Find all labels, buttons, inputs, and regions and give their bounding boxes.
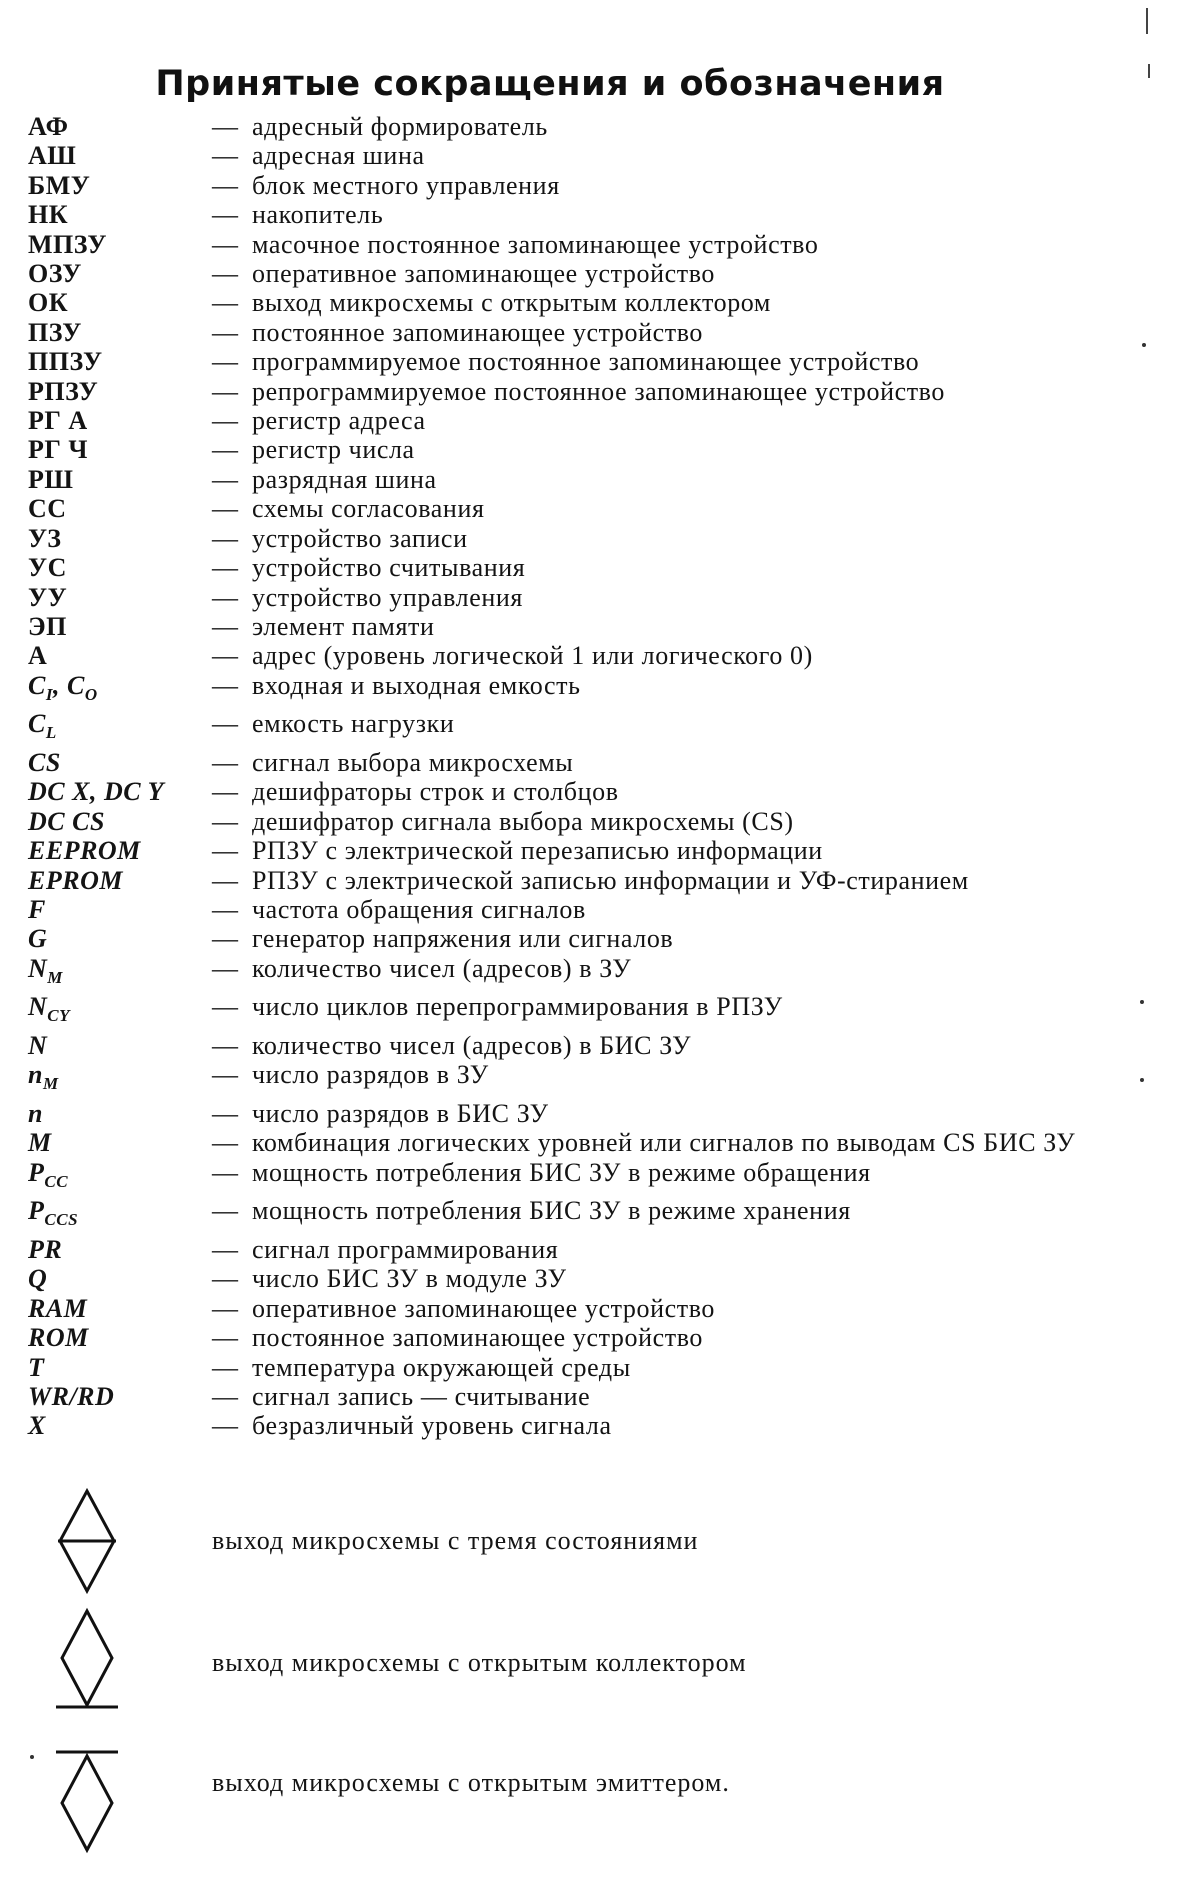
dash: — — [212, 1196, 238, 1226]
abbreviation-description: накопитель — [252, 200, 384, 230]
abbreviation-description: дешифраторы строк и столбцов — [252, 777, 619, 807]
abbreviation-term: ОЗУ — [28, 259, 82, 289]
abbreviation-description: программируемое постоянное запоминающее устройство — [252, 347, 920, 377]
abbreviation-description: комбинация логических уровней или сигналов по выводам CS БИС ЗУ — [252, 1128, 1076, 1158]
abbreviation-entry — [28, 112, 1088, 141]
abbreviation-description: устройство считывания — [252, 553, 526, 583]
abbreviation-entry — [28, 895, 1088, 924]
dash: — — [212, 709, 238, 739]
dash: — — [212, 1264, 238, 1294]
abbreviation-description: число циклов перепрограммирования в РПЗУ — [252, 992, 783, 1022]
margin-mark — [1146, 8, 1148, 34]
symbol-description: выход микросхемы с открытым коллектором — [212, 1648, 747, 1677]
abbreviation-description: число разрядов в БИС ЗУ — [252, 1098, 549, 1128]
dash: — — [212, 894, 238, 924]
abbreviation-entry — [28, 1353, 1088, 1382]
dash: — — [212, 494, 238, 524]
dash: — — [212, 1323, 238, 1353]
abbreviation-term: F — [28, 894, 46, 924]
abbreviation-entry — [28, 1235, 1088, 1264]
abbreviation-entry — [28, 1382, 1088, 1411]
abbreviation-term: АФ — [28, 112, 69, 141]
dash: — — [212, 288, 238, 318]
dash: — — [212, 611, 238, 641]
dash: — — [212, 806, 238, 836]
dash: — — [212, 347, 238, 377]
abbreviation-description: выход микросхемы с открытым коллектором — [252, 288, 771, 318]
abbreviation-description: РПЗУ с электрической записью информации и УФ-стиранием — [252, 865, 969, 895]
dash: — — [212, 992, 238, 1022]
abbreviation-description: оперативное запоминающее устройство — [252, 1293, 716, 1323]
abbreviation-entry — [28, 171, 1088, 200]
abbreviation-description: адресный формирователь — [252, 112, 548, 141]
abbreviation-entry — [28, 406, 1088, 435]
abbreviation-term: A — [28, 641, 48, 671]
abbreviation-term: EPROM — [28, 865, 123, 895]
abbreviation-term: РГ А — [28, 406, 88, 436]
symbol-entry — [0, 1748, 1100, 1858]
abbreviation-entry — [28, 288, 1088, 317]
abbreviation-entry — [28, 259, 1088, 288]
abbreviation-term: УС — [28, 553, 67, 583]
abbreviation-term: НК — [28, 200, 69, 230]
abbreviation-term: УУ — [28, 582, 68, 612]
abbreviation-entry — [28, 141, 1088, 170]
abbreviation-term: РГ Ч — [28, 435, 89, 465]
abbreviation-entry — [28, 612, 1088, 641]
abbreviation-entry — [28, 1031, 1088, 1060]
dash: — — [212, 200, 238, 230]
abbreviation-entry — [28, 954, 1088, 993]
abbreviation-term: DC X, DC Y — [28, 777, 164, 807]
abbreviation-description: разрядная шина — [252, 464, 437, 494]
abbreviation-entry — [28, 1323, 1088, 1352]
dash: — — [212, 670, 238, 700]
abbreviation-description: адресная шина — [252, 141, 425, 171]
abbreviation-description: РПЗУ с электрической перезаписью информации — [252, 836, 823, 866]
abbreviation-entry — [28, 807, 1088, 836]
abbreviation-entry — [28, 1196, 1088, 1235]
dash: — — [212, 924, 238, 954]
abbreviation-list — [28, 112, 1088, 1441]
abbreviation-term: ОК — [28, 288, 69, 318]
dash: — — [212, 435, 238, 465]
abbreviation-term: ROM — [28, 1323, 89, 1353]
abbreviation-term: БМУ — [28, 170, 91, 200]
abbreviation-entry — [28, 230, 1088, 259]
abbreviation-term: $P_{CC}$ — [28, 1157, 69, 1191]
dash: — — [212, 1234, 238, 1264]
abbreviation-term: АШ — [28, 141, 77, 171]
open-collector-output-icon — [52, 1606, 122, 1716]
abbreviation-entry — [28, 524, 1088, 553]
dash: — — [212, 1030, 238, 1060]
abbreviation-term: УЗ — [28, 523, 62, 553]
abbreviation-term: ПЗУ — [28, 317, 82, 347]
dash: — — [212, 259, 238, 289]
abbreviation-term: M — [28, 1128, 52, 1158]
symbol-entry — [0, 1486, 1100, 1596]
abbreviation-description: схемы согласования — [252, 494, 485, 524]
abbreviation-term: СС — [28, 494, 67, 524]
dash: — — [212, 641, 238, 671]
abbreviation-description: количество чисел (адресов) в БИС ЗУ — [252, 1030, 692, 1060]
abbreviation-entry — [28, 1060, 1088, 1099]
abbreviation-entry — [28, 924, 1088, 953]
dash: — — [212, 1411, 238, 1441]
dash: — — [212, 582, 238, 612]
dash: — — [212, 747, 238, 777]
abbreviation-description: регистр адреса — [252, 406, 426, 436]
abbreviation-entry — [28, 836, 1088, 865]
abbreviation-term: WR/RD — [28, 1381, 115, 1411]
abbreviation-term: РШ — [28, 464, 74, 494]
dash: — — [212, 1060, 238, 1090]
abbreviation-entry — [28, 671, 1088, 710]
abbreviation-description: генератор напряжения или сигналов — [252, 924, 674, 954]
abbreviation-description: сигнал выбора микросхемы — [252, 747, 574, 777]
abbreviation-term: $C_L$ — [28, 709, 57, 743]
abbreviation-description: количество чисел (адресов) в ЗУ — [252, 953, 632, 983]
abbreviation-entry — [28, 1158, 1088, 1197]
dash: — — [212, 317, 238, 347]
abbreviation-description: адрес (уровень логической 1 или логического 0) — [252, 641, 813, 671]
page-title: Принятые сокращения и обозначения — [155, 64, 945, 104]
abbreviation-description: устройство управления — [252, 582, 523, 612]
abbreviation-description: частота обращения сигналов — [252, 894, 586, 924]
abbreviation-entry — [28, 1411, 1088, 1440]
abbreviation-term: ППЗУ — [28, 347, 103, 377]
dash: — — [212, 553, 238, 583]
symbol-entry — [0, 1606, 1100, 1716]
abbreviation-term: G — [28, 924, 48, 954]
abbreviation-term: $n_M$ — [28, 1060, 59, 1094]
abbreviation-term: МПЗУ — [28, 229, 107, 259]
dash: — — [212, 170, 238, 200]
dash: — — [212, 523, 238, 553]
abbreviation-entry — [28, 553, 1088, 582]
abbreviation-description: устройство записи — [252, 523, 468, 553]
abbreviation-description: сигнал программирования — [252, 1234, 559, 1264]
abbreviation-term: ЭП — [28, 611, 67, 641]
dash: — — [212, 376, 238, 406]
dash: — — [212, 865, 238, 895]
dash: — — [212, 1157, 238, 1187]
abbreviation-description: входная и выходная емкость — [252, 670, 581, 700]
abbreviation-entry — [28, 494, 1088, 523]
dash: — — [212, 1098, 238, 1128]
abbreviation-entry — [28, 318, 1088, 347]
abbreviation-entry — [28, 465, 1088, 494]
tristate-output-icon — [52, 1486, 122, 1596]
abbreviation-description: постоянное запоминающее устройство — [252, 317, 704, 347]
abbreviation-description: емкость нагрузки — [252, 709, 455, 739]
abbreviation-term: n — [28, 1098, 43, 1128]
abbreviation-description: блок местного управления — [252, 170, 560, 200]
margin-mark — [1148, 64, 1150, 78]
abbreviation-entry — [28, 1294, 1088, 1323]
speck — [1142, 343, 1146, 347]
abbreviation-entry — [28, 1264, 1088, 1293]
abbreviation-entry — [28, 200, 1088, 229]
abbreviation-entry — [28, 641, 1088, 670]
abbreviation-entry — [28, 1099, 1088, 1128]
abbreviation-term: $N_{CY}$ — [28, 992, 71, 1026]
abbreviation-term: N — [28, 1030, 48, 1060]
abbreviation-entry — [28, 435, 1088, 464]
abbreviation-description: число БИС ЗУ в модуле ЗУ — [252, 1264, 567, 1294]
abbreviation-description: масочное постоянное запоминающее устройство — [252, 229, 819, 259]
symbol-description: выход микросхемы с открытым эмиттером. — [212, 1768, 730, 1797]
abbreviation-entry — [28, 377, 1088, 406]
abbreviation-description: репрограммируемое постоянное запоминающее устройство — [252, 376, 945, 406]
abbreviation-term: $P_{CCS}$ — [28, 1196, 79, 1230]
dash: — — [212, 1293, 238, 1323]
dash: — — [212, 953, 238, 983]
speck — [1140, 1078, 1144, 1082]
dash: — — [212, 836, 238, 866]
abbreviation-description: оперативное запоминающее устройство — [252, 259, 716, 289]
abbreviation-term: CS — [28, 747, 61, 777]
abbreviation-entry — [28, 748, 1088, 777]
abbreviation-entry — [28, 992, 1088, 1031]
abbreviation-term: $C_I$, $C_O$ — [28, 670, 98, 704]
abbreviation-entry — [28, 709, 1088, 748]
speck — [1140, 1000, 1144, 1004]
abbreviation-description: дешифратор сигнала выбора микросхемы (CS) — [252, 806, 794, 836]
abbreviation-description: температура окружающей среды — [252, 1352, 631, 1382]
dash: — — [212, 141, 238, 171]
abbreviation-term: X — [28, 1411, 46, 1441]
abbreviation-description: мощность потребления БИС ЗУ в режиме обращения — [252, 1157, 871, 1187]
abbreviation-description: число разрядов в ЗУ — [252, 1060, 489, 1090]
abbreviation-entry — [28, 866, 1088, 895]
abbreviation-term: Q — [28, 1264, 48, 1294]
abbreviation-term: PR — [28, 1234, 63, 1264]
open-emitter-output-icon — [52, 1748, 122, 1858]
dash: — — [212, 1352, 238, 1382]
abbreviation-description: постоянное запоминающее устройство — [252, 1323, 704, 1353]
dash: — — [212, 229, 238, 259]
dash: — — [212, 406, 238, 436]
symbol-description: выход микросхемы с тремя состояниями — [212, 1526, 699, 1555]
abbreviation-entry — [28, 583, 1088, 612]
dash: — — [212, 1381, 238, 1411]
abbreviation-term: T — [28, 1352, 45, 1382]
abbreviation-entry — [28, 777, 1088, 806]
abbreviation-description: регистр числа — [252, 435, 415, 465]
abbreviation-term: $N_M$ — [28, 953, 63, 987]
dash: — — [212, 464, 238, 494]
abbreviation-description: безразличный уровень сигнала — [252, 1411, 612, 1441]
dash: — — [212, 777, 238, 807]
dash: — — [212, 1128, 238, 1158]
abbreviation-entry — [28, 1128, 1088, 1157]
abbreviation-term: РПЗУ — [28, 376, 99, 406]
abbreviation-entry — [28, 347, 1088, 376]
abbreviation-term: RAM — [28, 1293, 88, 1323]
abbreviation-description: элемент памяти — [252, 611, 435, 641]
abbreviation-description: мощность потребления БИС ЗУ в режиме хранения — [252, 1196, 851, 1226]
abbreviation-term: EEPROM — [28, 836, 141, 866]
abbreviation-description: сигнал запись — считывание — [252, 1381, 591, 1411]
abbreviation-term: DC CS — [28, 806, 105, 836]
dash: — — [212, 112, 238, 141]
